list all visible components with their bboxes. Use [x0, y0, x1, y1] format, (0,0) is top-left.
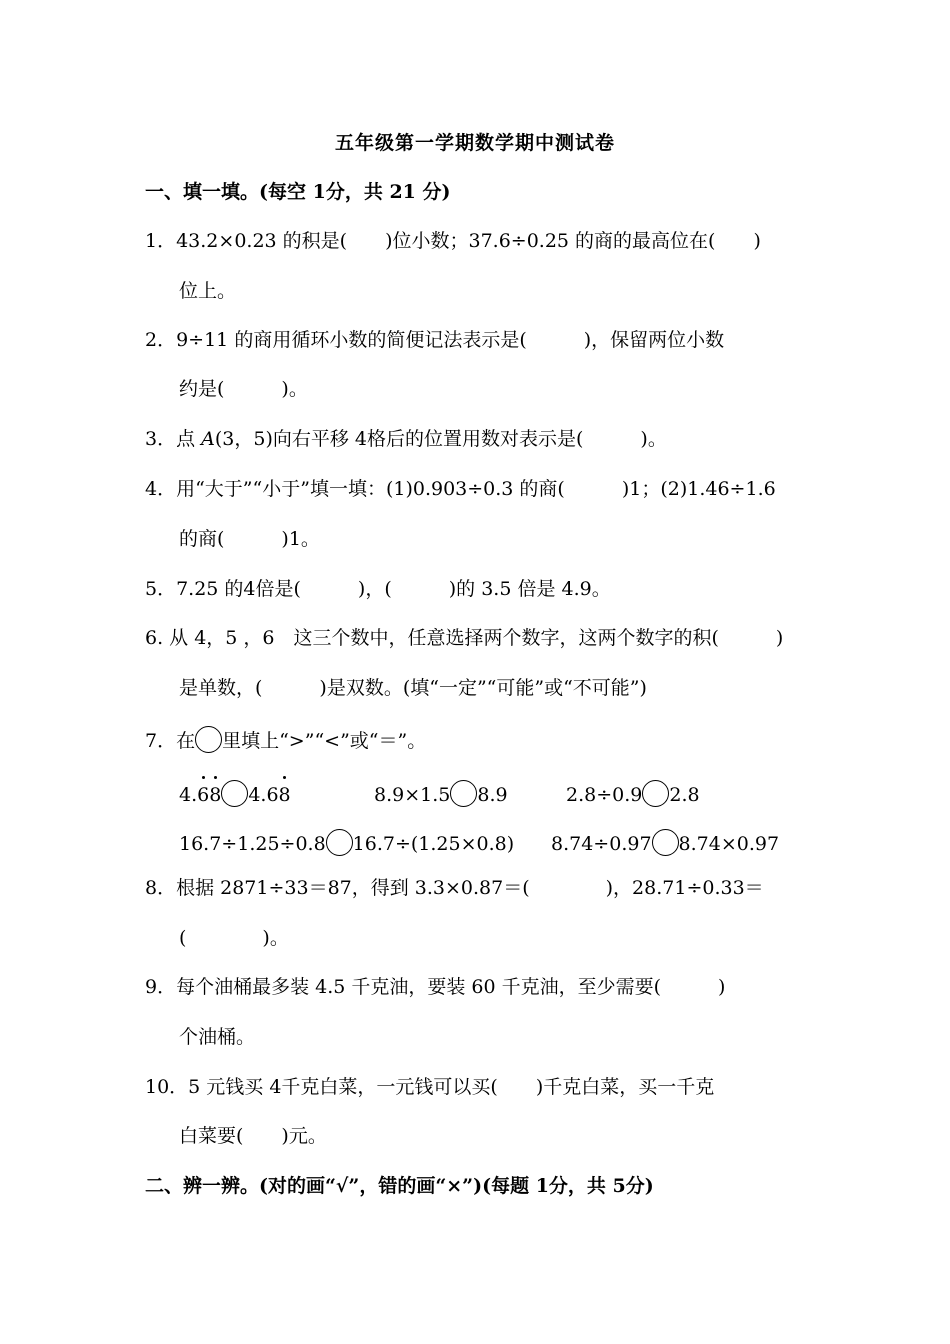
question-2-line-1: 2．9÷11 的商用循环小数的简便记法表示是( )，保留两位小数 — [145, 329, 725, 351]
expr-part: 4. — [179, 784, 198, 806]
question-5: 5．7.25 的4倍是( )，( )的 3.5 倍是 4.9。 — [145, 578, 611, 600]
section-1-heading: 一、填一填。(每空 1分，共 21 分) — [145, 181, 451, 203]
compare-circle-icon[interactable] — [642, 780, 669, 807]
expr-part: 8.74×0.97 — [678, 833, 780, 855]
question-8-line-2: ( )。 — [179, 927, 289, 949]
expr-part: 4.6 — [248, 784, 279, 806]
expr-part: 8.9 — [477, 784, 508, 806]
compare-expr-3 — [566, 780, 700, 808]
compare-circle-icon[interactable] — [652, 829, 679, 856]
section-2-heading: 二、辨一辨。(对的画“√”，错的画“×”)(每题 1分，共 5分) — [145, 1175, 654, 1197]
compare-circle-icon[interactable] — [326, 829, 353, 856]
question-10-line-1: 10．5 元钱买 4千克白菜，一元钱可以买( )千克白菜，买一千克 — [145, 1076, 715, 1098]
question-3-text: (3，5)向右平移 4格后的位置用数对表示是( )。 — [214, 428, 667, 450]
expr-part: 2.8 — [669, 784, 700, 806]
expr-part: 8.9×1.5 — [374, 784, 451, 806]
question-6-line-2: 是单数，( )是双数。(填“一定”“可能”或“不可能”) — [179, 677, 647, 699]
question-3 — [145, 426, 667, 452]
question-1-line-1: 1．43.2×0.23 的积是( )位小数；37.6÷0.25 的商的最高位在( ) — [145, 230, 761, 252]
question-10-line-2: 白菜要( )元。 — [179, 1125, 327, 1147]
question-9-line-2: 个油桶。 — [179, 1026, 256, 1048]
repeating-digit: 8 — [278, 784, 291, 806]
question-9-line-1: 9．每个油桶最多装 4.5 千克油，要装 60 千克油，至少需要( ) — [145, 976, 726, 998]
blank-circle-icon[interactable] — [195, 726, 222, 753]
compare-expr-4 — [179, 829, 514, 857]
expr-part: 16.7÷(1.25×0.8) — [352, 833, 515, 855]
repeating-digit: 6 — [197, 784, 210, 806]
question-7-instruction — [145, 726, 426, 754]
question-2-line-2: 约是( )。 — [179, 378, 308, 400]
expr-part: 8.74÷0.97 — [551, 833, 652, 855]
compare-expr-2 — [374, 780, 508, 808]
compare-circle-icon[interactable] — [221, 780, 248, 807]
expr-part: 16.7÷1.25÷0.8 — [179, 833, 326, 855]
question-7-suffix: 里填上“>”“<”或“＝”。 — [222, 730, 427, 752]
expr-part: 2.8÷0.9 — [566, 784, 643, 806]
question-4-line-2: 的商( )1。 — [179, 528, 320, 550]
page-title: 五年级第一学期数学期中测试卷 — [334, 132, 615, 154]
point-variable: A — [201, 428, 215, 450]
question-3-number: 3．点 — [145, 428, 202, 450]
compare-expr-5 — [551, 829, 779, 857]
compare-circle-icon[interactable] — [450, 780, 477, 807]
question-6-line-1: 6. 从 4，5 ，6 这三个数中，任意选择两个数字，这两个数字的积( ) — [145, 627, 784, 649]
question-8-line-1: 8．根据 2871÷33＝87，得到 3.3×0.87＝( )，28.71÷0.33＝ — [145, 877, 764, 899]
question-4-line-1: 4．用“大于”“小于”填一填：(1)0.903÷0.3 的商( )1；(2)1.46÷1.6 — [145, 478, 776, 500]
question-1-line-2: 位上。 — [179, 280, 237, 302]
repeating-digit: 8 — [209, 784, 222, 806]
compare-expr-1 — [179, 780, 291, 808]
question-7-prefix: 7．在 — [145, 730, 196, 752]
